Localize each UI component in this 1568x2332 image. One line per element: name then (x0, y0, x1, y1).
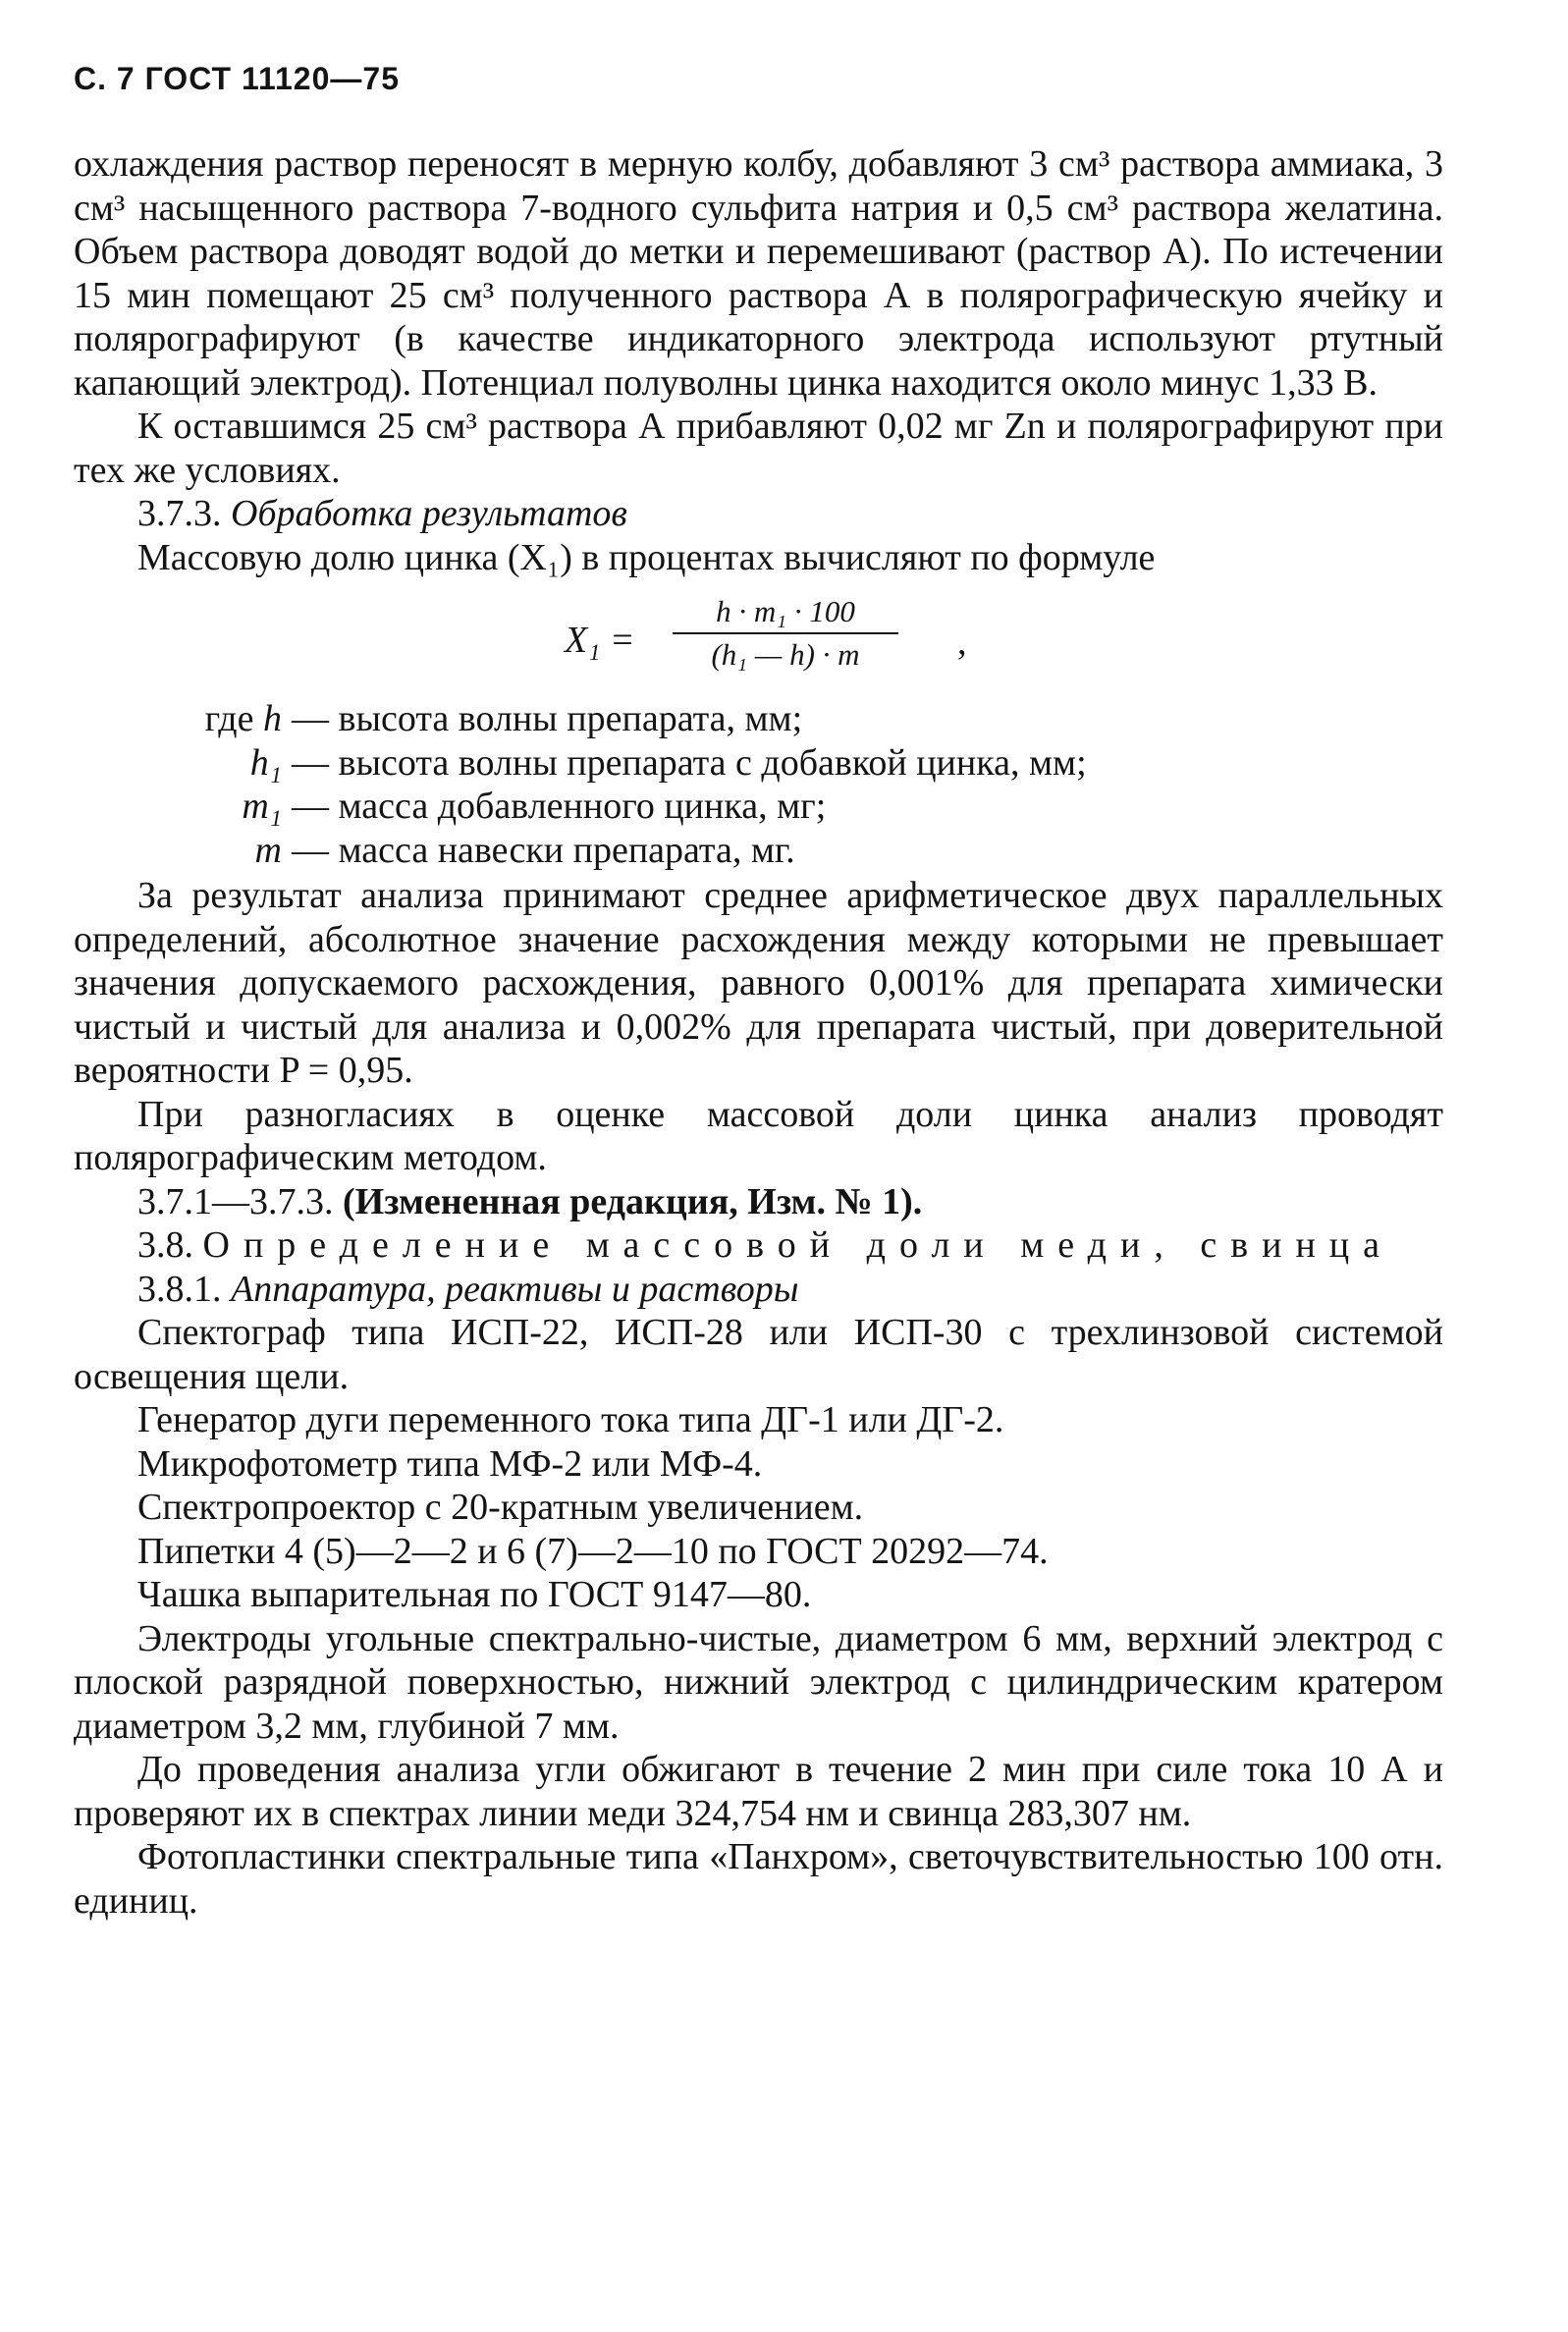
section-number: 3.8. (137, 1224, 193, 1266)
legend-symbol: h (263, 698, 282, 739)
legend-row (74, 697, 1443, 741)
legend-description: — масса добавленного цинка, мг; (292, 786, 827, 827)
section-title: Определение массовой доли меди, свинца (202, 1224, 1394, 1266)
section-3-8-1-heading (74, 1268, 1443, 1312)
amendment-text: (Измененная редакция, Изм. № 1). (343, 1180, 923, 1222)
amendment-number: 3.7.1—3.7.3. (137, 1180, 334, 1222)
legend-row (74, 741, 1443, 786)
legend-description: — масса навески препарата, мг. (292, 829, 795, 871)
section-title: Обработка результатов (231, 493, 627, 534)
paragraph-result: За результат анализа принимают среднее арифметическое двух параллельных определений, абсолютное значение расхождения между которыми не превышает значения допускаемого расхождения, равного 0,001% для препарата химически чистый и чистый для анализа и 0,002% для препарата чистый, при доверительной вероятности P = 0,95. (74, 875, 1443, 1091)
section-number: 3.8.1. (137, 1268, 222, 1310)
paragraph-disagreement: При разногласиях в оценке массовой доли цинка анализ проводят полярографическим методом. (74, 1093, 1443, 1178)
formula-legend (74, 697, 1443, 872)
formula-tail: , (957, 622, 967, 663)
formula-denominator: (h₁ — h) · m (711, 637, 860, 672)
legend-symbol: m₁ (242, 786, 282, 827)
equipment-item: Электроды угольные спектрально-чистые, диаметром 6 мм, верхний электрод с плоской разрядной поверхностью, нижний электрод с цилиндрическим кратером диаметром 3,2 мм, глубиной 7 мм. (74, 1617, 1443, 1747)
formula-lhs: X₁ = (565, 620, 635, 661)
section-number: 3.7.3. (137, 493, 222, 534)
paragraph-continuation: охлаждения раствор переносят в мерную колбу, добавляют 3 см³ раствора аммиака, 3 см³ насыщенного раствора 7-водного сульфита натрия и 0,5 см³ раствора желатина. Объем раствора доводят водой до метки и перемешивают (раствор А). По истечении 15 мин помещают 25 см³ полученного раствора А в полярографическую ячейку и полярографируют (в качестве индикаторного электрода используют ртутный капающий электрод). Потенциал полуволны цинка находится около минус 1,33 В. (74, 143, 1443, 404)
equipment-item: Спектограф типа ИСП-22, ИСП-28 или ИСП-30 с трехлинзовой системой освещения щели. (74, 1312, 1443, 1397)
zinc-formula (74, 585, 1443, 693)
equipment-item: Спектропроектор с 20-кратным увеличением. (137, 1487, 864, 1528)
equipment-item: Генератор дуги переменного тока типа ДГ-1 или ДГ-2. (137, 1399, 1004, 1440)
legend-symbol: h₁ (249, 741, 282, 784)
legend-description: — высота волны препарата с добавкой цинка, мм; (292, 741, 1087, 784)
equipment-item: Микрофотометр типа МФ-2 или МФ-4. (137, 1442, 763, 1485)
amendment-note (74, 1180, 1443, 1224)
legend-prefix: где (204, 698, 254, 739)
equipment-item: Фотопластинки спектральные типа «Панхром», светочувствительностью 100 отн. единиц. (74, 1836, 1443, 1922)
legend-row (74, 829, 1443, 873)
section-title: Аппаратура, реактивы и растворы (231, 1268, 799, 1310)
formula-fraction (663, 593, 908, 674)
legend-description: — высота волны препарата, мм; (292, 698, 803, 739)
section-3-7-3-heading (74, 492, 1443, 536)
page-header: С. 7 ГОСТ 11120—75 (74, 61, 400, 96)
paragraph-formula-intro: Массовую долю цинка (X₁) в процентах вычисляют по формуле (137, 536, 1156, 578)
paragraph-second-portion: К оставшимся 25 см³ раствора А прибавляют 0,02 мг Zn и полярографируют при тех же условиях. (74, 406, 1443, 491)
equipment-item: До проведения анализа угли обжигают в течение 2 мин при силе тока 10 А и проверяют их в спектрах линии меди 324,754 нм и свинца 283,307 нм. (74, 1749, 1443, 1834)
legend-symbol: m (254, 829, 282, 871)
formula-numerator: h · m₁ · 100 (716, 594, 855, 628)
equipment-item: Чашка выпарительная по ГОСТ 9147—80. (137, 1574, 812, 1615)
document-body (74, 142, 1443, 1923)
fraction-bar (673, 632, 898, 634)
legend-row (74, 785, 1443, 829)
section-3-8-heading (74, 1223, 1443, 1268)
equipment-item: Пипетки 4 (5)—2—2 и 6 (7)—2—10 по ГОСТ 20292—74. (137, 1530, 1049, 1572)
